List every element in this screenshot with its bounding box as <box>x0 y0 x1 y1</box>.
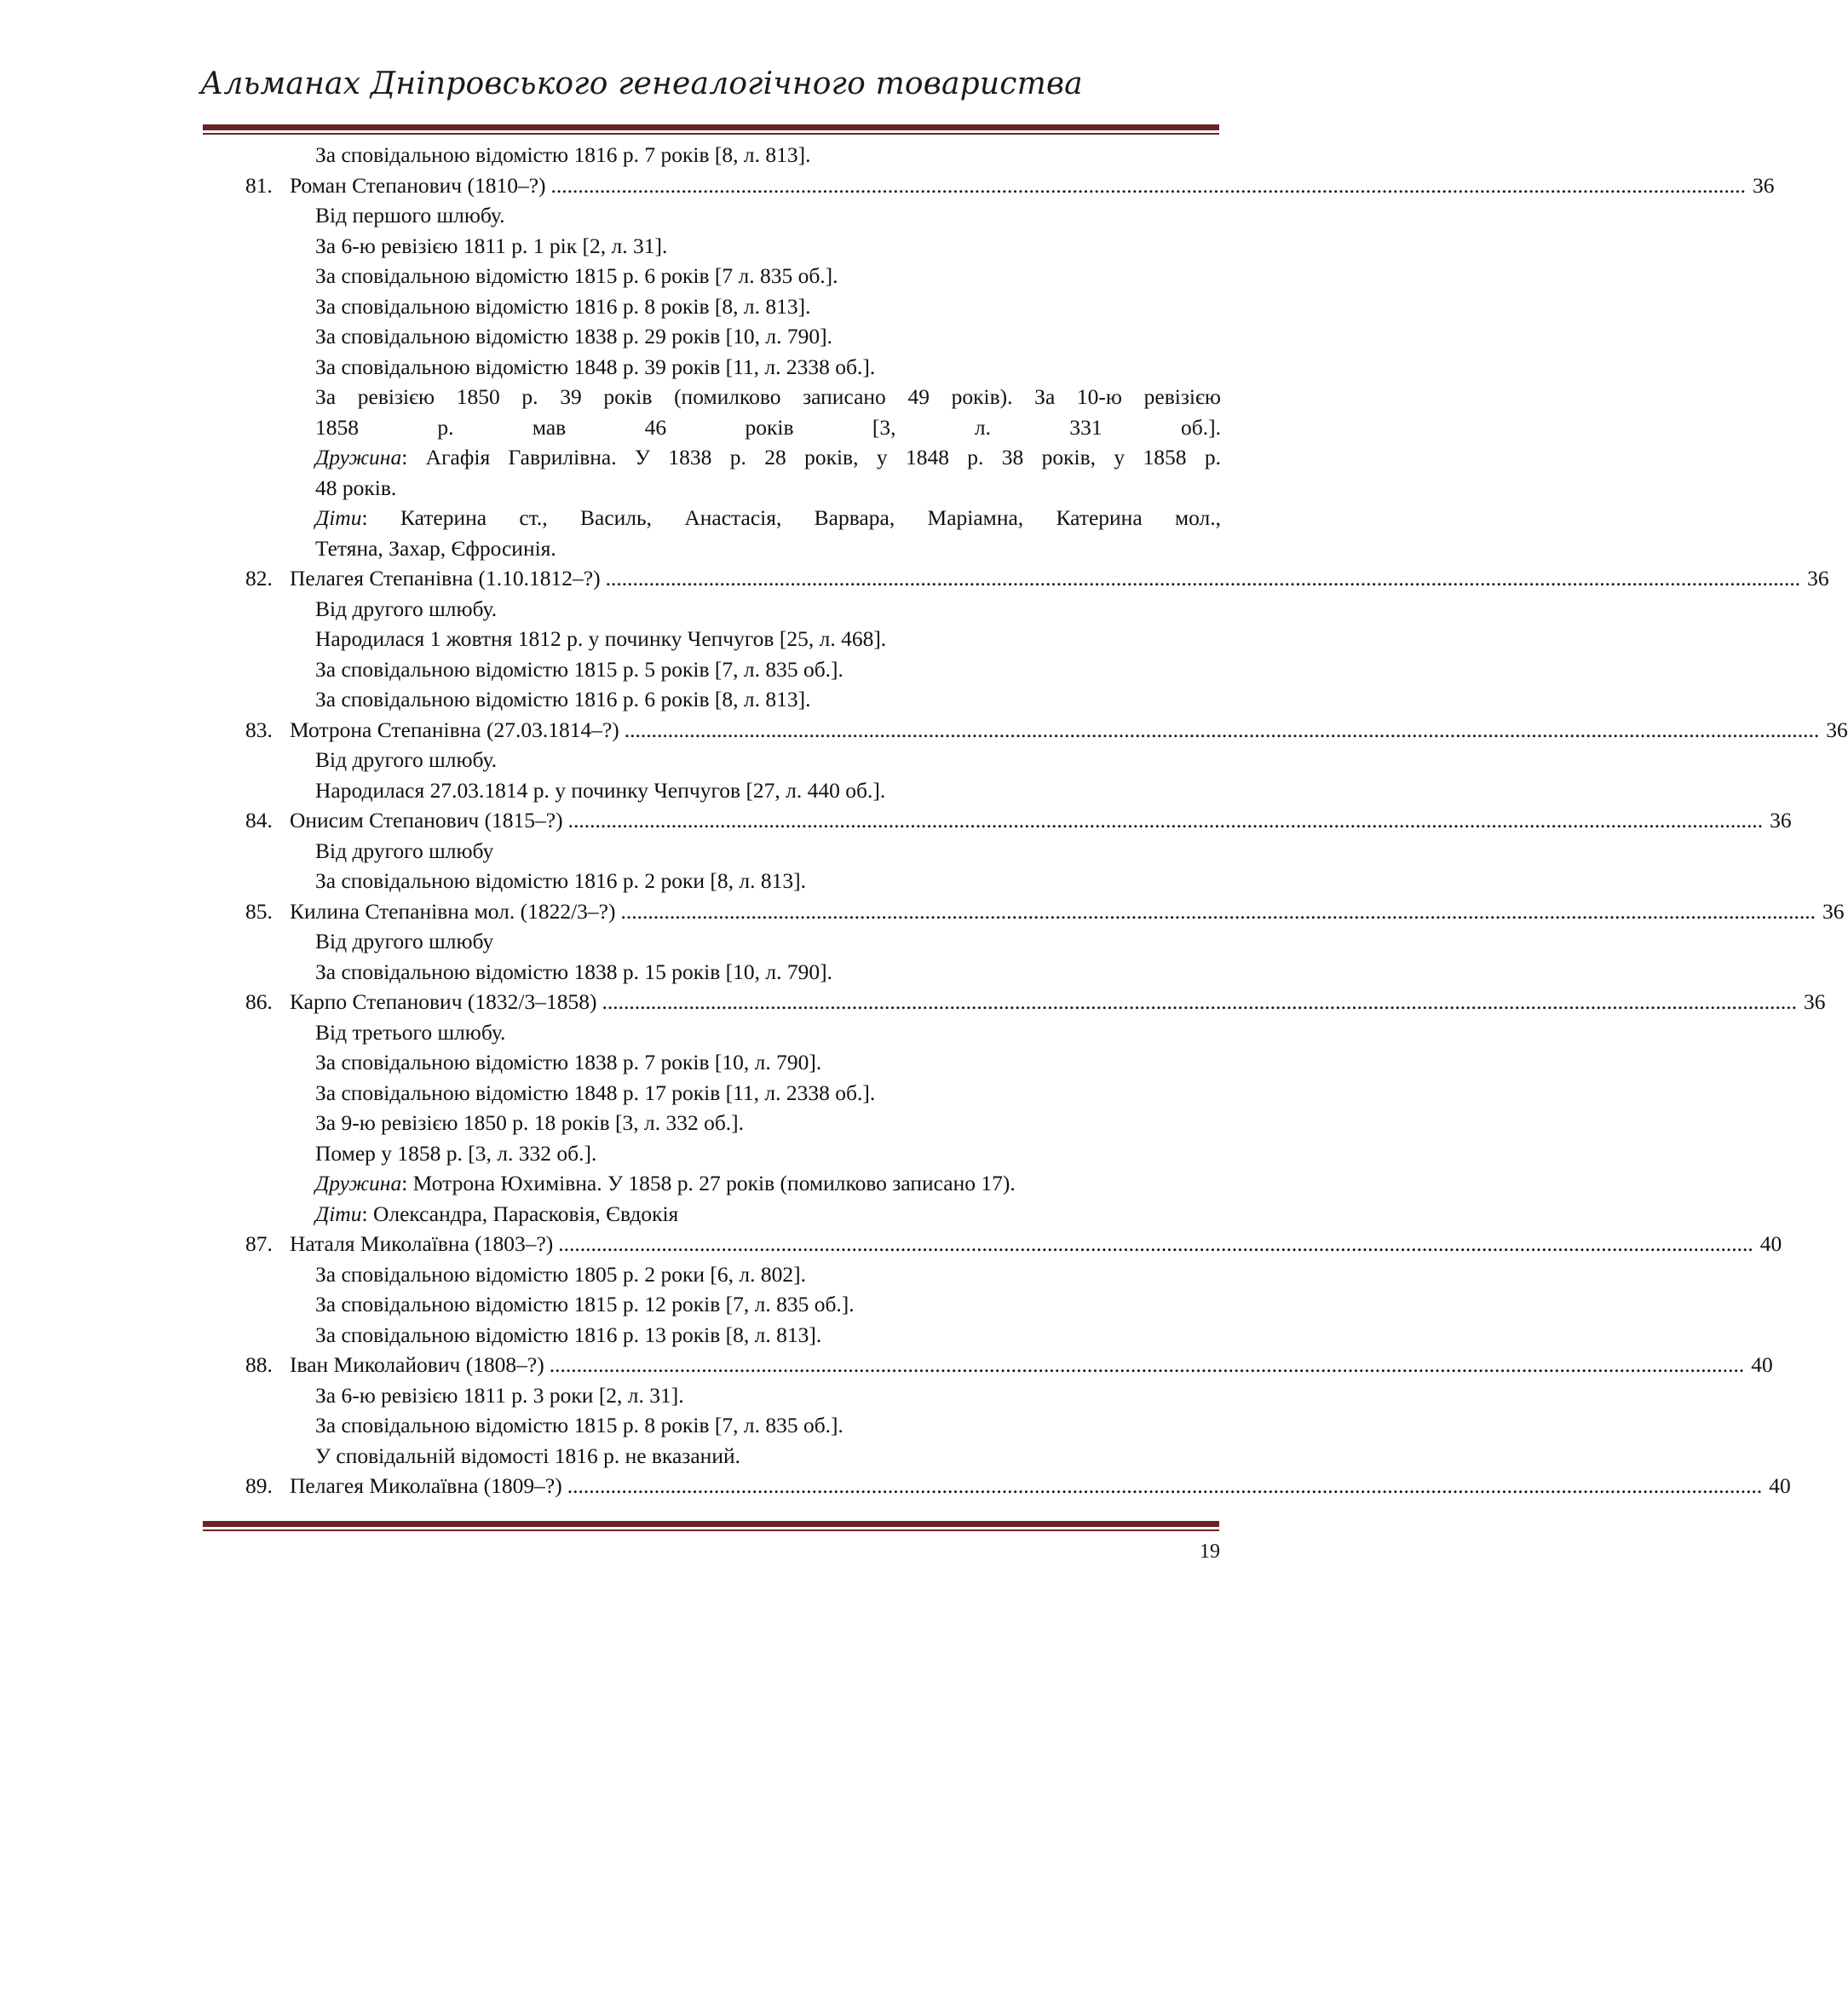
entry-detail-line: Від третього шлюбу. <box>315 1019 506 1045</box>
entry-detail-line: За сповідальною відомістю 1805 р. 2 роки [6, л. 802]. <box>315 1261 806 1287</box>
entry-page-reference: 40 <box>1769 1473 1791 1498</box>
spouse-text: : Агафія Гаврилівна. У 1838 р. 28 років, у 1848 р. 38 років, у 1858 р. <box>401 445 1221 469</box>
dot-leader: ............................................................................................................................................................................................................................ <box>558 1231 1753 1256</box>
entry-name: Онисим Степанович (1815–?) <box>290 808 563 832</box>
entry-detail-line: Від другого шлюбу <box>315 838 494 863</box>
entry-detail-line: За сповідальною відомістю 1816 р. 13 років [8, л. 813]. <box>315 1322 822 1347</box>
entry-page-reference: 36 <box>1770 808 1792 832</box>
children-line <box>315 503 1221 533</box>
dot-leader: ............................................................................................................................................................................................................................ <box>567 808 1764 832</box>
entry-detail-line: Народилася 27.03.1814 р. у починку Чепчугов [27, л. 440 об.]. <box>315 777 886 803</box>
entry-page-reference: 36 <box>1826 717 1848 742</box>
spouse-label: Дружина <box>315 445 402 469</box>
dot-leader: ............................................................................................................................................................................................................................ <box>620 898 1816 924</box>
entry-name: Пелагея Степанівна (1.10.1812–?) <box>290 566 601 590</box>
dot-leader: ............................................................................................................................................................................................................................ <box>624 717 1820 742</box>
index-entry-83 <box>245 715 1848 746</box>
entry-name: Мотрона Степанівна (27.03.1814–?) <box>290 717 619 742</box>
index-entry-89 <box>245 1471 1791 1501</box>
entry-name: Карпо Степанович (1832/3–1858) <box>290 989 597 1014</box>
entry-detail-line: За 6-ю ревізією 1811 р. 3 роки [2, л. 31]. <box>315 1382 684 1408</box>
running-header-title: Альманах Дніпровського генеалогічного товариства <box>200 66 1083 101</box>
entry-detail-line: Від першого шлюбу. <box>315 203 505 228</box>
header-divider <box>203 124 1219 135</box>
entry-detail-line: За сповідальною відомістю 1848 р. 17 років [11, л. 2338 об.]. <box>315 1080 876 1105</box>
entry-page-reference: 36 <box>1803 989 1826 1014</box>
entry-detail-line: За сповідальною відомістю 1815 р. 5 років [7, л. 835 об.]. <box>315 656 843 682</box>
dot-leader: ............................................................................................................................................................................................................................ <box>567 1473 1763 1498</box>
index-entry-84 <box>245 805 1792 836</box>
spouse-line <box>315 442 1221 473</box>
spouse-line: 48 років. <box>315 475 397 500</box>
index-entry-86 <box>245 987 1826 1017</box>
entry-detail-line <box>315 382 1221 412</box>
index-entry-85 <box>245 896 1845 927</box>
index-list <box>245 140 1848 1501</box>
entry-detail-line: Народилася 1 жовтня 1812 р. у починку Чепчугов [25, л. 468]. <box>315 626 887 651</box>
entry-page-reference: 36 <box>1753 172 1775 198</box>
entry-number: 87. <box>245 1231 273 1256</box>
entry-detail-line: За сповідальною відомістю 1838 р. 29 років [10, л. 790]. <box>315 324 832 348</box>
children-label: Діти <box>315 505 362 530</box>
spouse-label: Дружина <box>315 1171 402 1195</box>
entry-name: Пелагея Миколаївна (1809–?) <box>290 1473 562 1498</box>
index-entry-87 <box>245 1229 1782 1259</box>
entry-name: Килина Степанівна мол. (1822/3–?) <box>290 898 616 924</box>
children-paragraph <box>245 503 1221 563</box>
children-line-text <box>315 503 1221 533</box>
index-entry-88 <box>245 1350 1773 1380</box>
entry-detail-text: За ревізією 1850 р. 39 років (помилково записано 49 років). За 10-ю ревізією <box>315 384 1221 409</box>
index-entry-81 <box>245 170 1775 201</box>
entry-page-reference: 40 <box>1759 1231 1782 1256</box>
entry-name: Іван Миколайович (1808–?) <box>290 1352 544 1377</box>
entry-number: 81. <box>245 172 273 198</box>
entry-detail-line: Від другого шлюбу. <box>315 747 498 772</box>
entry-name: Роман Степанович (1810–?) <box>290 172 546 198</box>
entry-detail-line: Помер у 1858 р. [3, л. 332 об.]. <box>315 1140 597 1166</box>
entry-detail-line: За сповідальною відомістю 1815 р. 8 років [7, л. 835 об.]. <box>315 1413 843 1437</box>
spouse-paragraph <box>245 442 1221 503</box>
footer-divider <box>203 1521 1219 1531</box>
index-entry-82 <box>245 563 1829 594</box>
entry-detail-line: У сповідальній відомості 1816 р. не вказаний. <box>315 1443 740 1468</box>
children-line: Тетяна, Захар, Єфросинія. <box>315 535 556 561</box>
spouse-line <box>245 1168 1221 1199</box>
entry-detail-line: За сповідальною відомістю 1816 р. 2 роки [8, л. 813]. <box>315 868 806 893</box>
dot-leader: ............................................................................................................................................................................................................................ <box>605 566 1801 590</box>
entry-detail-line: За сповідальною відомістю 1838 р. 15 років [10, л. 790]. <box>315 959 832 984</box>
entry-page-reference: 40 <box>1751 1352 1773 1377</box>
entry-page-reference: 36 <box>1822 898 1845 924</box>
children-text: : Олександра, Парасковія, Євдокія <box>361 1201 679 1226</box>
entry-detail-line: За сповідальною відомістю 1816 р. 7 років [8, л. 813]. <box>315 142 811 167</box>
entry-detail-line: За 6-ю ревізією 1811 р. 1 рік [2, л. 31]. <box>315 233 668 258</box>
entry-number: 88. <box>245 1352 273 1377</box>
children-text: : Катерина ст., Василь, Анастасія, Варвара, Маріамна, Катерина мол., <box>361 505 1221 530</box>
entry-number: 82. <box>245 566 273 590</box>
entry-detail-line: За сповідальною відомістю 1816 р. 6 років [8, л. 813]. <box>315 687 811 711</box>
entry-name: Наталя Миколаївна (1803–?) <box>290 1231 554 1256</box>
entry-detail-line: За сповідальною відомістю 1815 р. 12 років [7, л. 835 об.]. <box>315 1292 855 1316</box>
entry-page-reference: 36 <box>1807 566 1829 590</box>
entry-detail-line: За сповідальною відомістю 1816 р. 8 років [8, л. 813]. <box>315 293 811 319</box>
page-number: 19 <box>1200 1541 1220 1563</box>
entry-detail-line: Від другого шлюбу <box>315 929 494 953</box>
children-label: Діти <box>315 1201 362 1226</box>
entry-number: 85. <box>245 898 273 924</box>
entry-detail-line: За сповідальною відомістю 1838 р. 7 років [10, л. 790]. <box>315 1050 822 1074</box>
entry-detail-line: Від другого шлюбу. <box>315 596 498 621</box>
entry-detail-paragraph <box>245 382 1221 442</box>
entry-number: 83. <box>245 717 273 742</box>
entry-detail-line: 1858 р. мав 46 років [3, л. 331 об.]. <box>315 414 1221 440</box>
entry-detail-line: За сповідальною відомістю 1815 р. 6 років [7 л. 835 об.]. <box>315 263 838 288</box>
spouse-line-text <box>315 442 1221 473</box>
entry-number: 86. <box>245 989 273 1014</box>
spouse-text: : Мотрона Юхимівна. У 1858 р. 27 років (помилково записано 17). <box>401 1171 1016 1195</box>
entry-detail-line: За 9-ю ревізією 1850 р. 18 років [3, л. 332 об.]. <box>315 1110 745 1135</box>
dot-leader: ............................................................................................................................................................................................................................ <box>549 1352 1745 1377</box>
dot-leader: ............................................................................................................................................................................................................................ <box>550 172 1747 198</box>
children-line <box>245 1199 1221 1230</box>
entry-number: 84. <box>245 808 273 832</box>
entry-detail-line: За сповідальною відомістю 1848 р. 39 років [11, л. 2338 об.]. <box>315 354 876 379</box>
dot-leader: ............................................................................................................................................................................................................................ <box>602 989 1797 1014</box>
entry-number: 89. <box>245 1473 273 1498</box>
